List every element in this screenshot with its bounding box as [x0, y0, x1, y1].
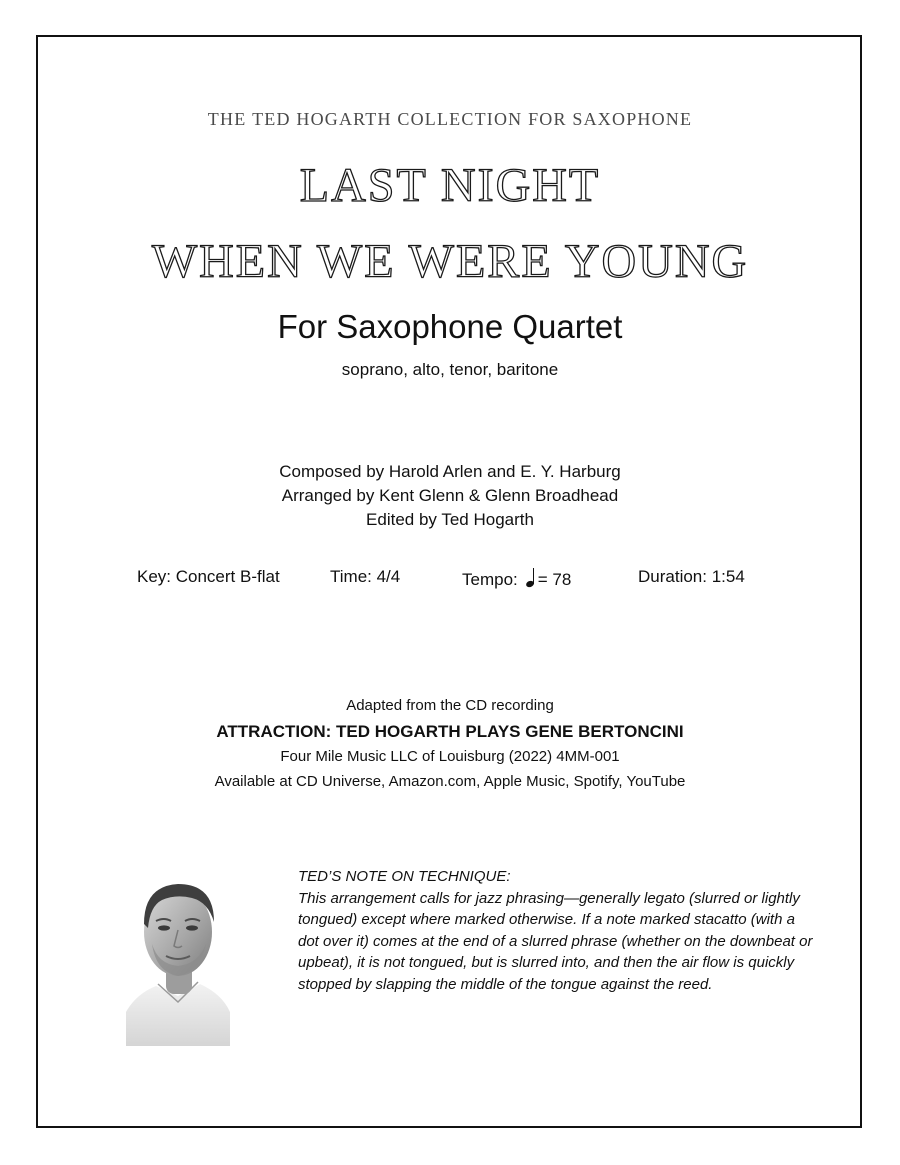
key-info: Key: Concert B-flat — [137, 567, 280, 586]
technique-note-body: This arrangement calls for jazz phrasing—generally legato (slurred or lightly tongued) except where marked otherwise. If a note marked stacatto (with a dot over it) comes at the end of a slurred phrase (whether on the downbeat or upbeat), it is not tongued, but is slurred into, and then the air flow is quickly stopped by slapping the middle of the tongue against the reed. — [298, 889, 813, 993]
tempo-value: = 78 — [537, 570, 572, 589]
album-title: ATTRACTION: TED HOGARTH PLAYS GENE BERTONCINI — [216, 722, 684, 741]
technique-note — [298, 866, 818, 995]
song-title-line-1: LAST NIGHT — [299, 159, 601, 212]
tempo-label: Tempo: — [462, 570, 518, 589]
series-title: the ted hogarth collection for saxophone — [207, 104, 693, 131]
author-photo — [126, 872, 230, 1046]
composer-credit: Composed by Harold Arlen and E. Y. Harburg — [279, 462, 621, 481]
adapted-from: Adapted from the CD recording — [346, 697, 554, 714]
credits-block — [0, 460, 900, 532]
instrument-list: soprano, alto, tenor, baritone — [341, 360, 559, 379]
quarter-note-icon — [526, 567, 535, 587]
time-signature-info: Time: 4/4 — [330, 567, 401, 586]
ensemble-subtitle: For Saxophone Quartet — [277, 308, 623, 345]
availability: Available at CD Universe, Amazon.com, Apple Music, Spotify, YouTube — [214, 773, 686, 790]
tempo-info — [462, 567, 571, 590]
duration-info: Duration: 1:54 — [638, 567, 745, 586]
editor-credit: Edited by Ted Hogarth — [366, 510, 534, 529]
arranger-credit: Arranged by Kent Glenn & Glenn Broadhead — [281, 486, 619, 505]
record-label: Four Mile Music LLC of Louisburg (2022) 4MM-001 — [280, 748, 620, 765]
technique-note-heading: TED’S NOTE ON TECHNIQUE: — [298, 868, 511, 885]
song-title-line-2: WHEN WE WERE YOUNG — [151, 235, 749, 288]
